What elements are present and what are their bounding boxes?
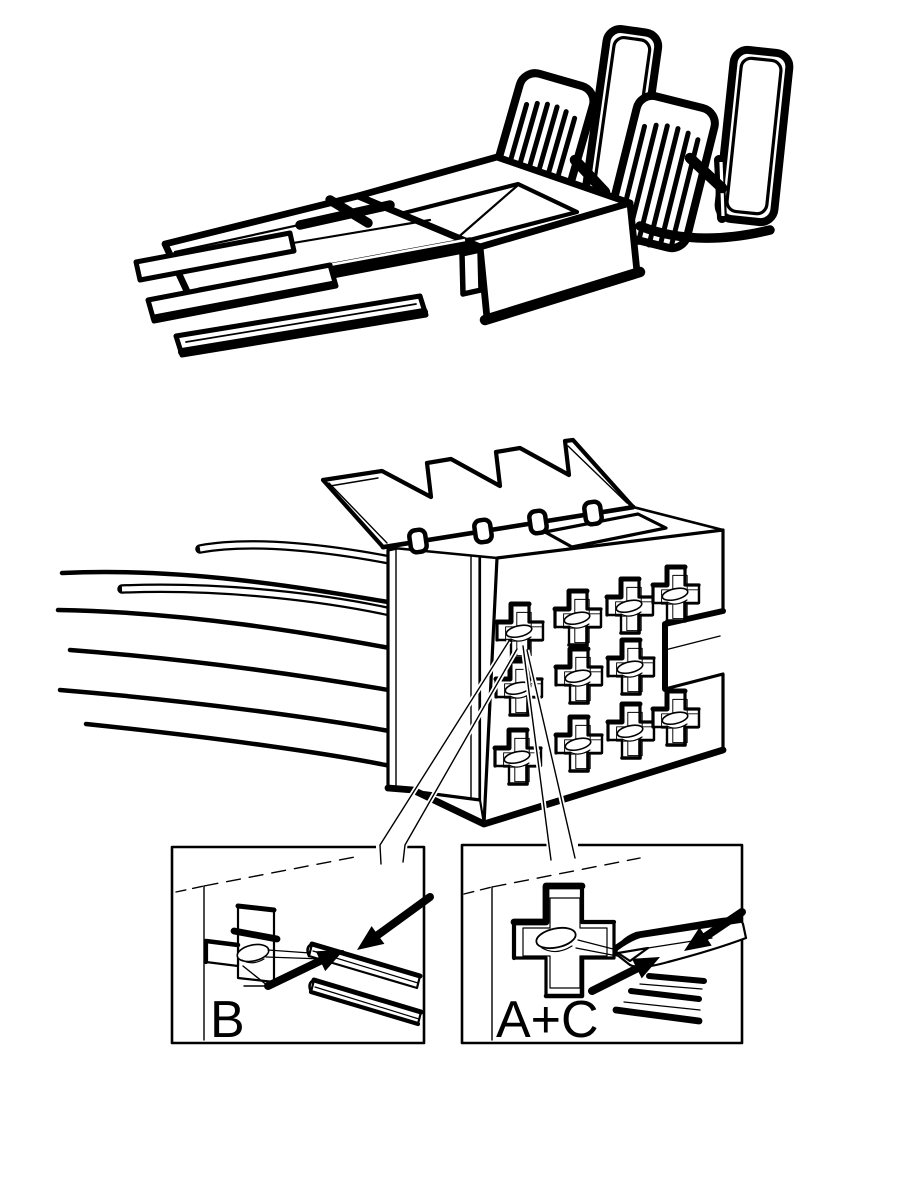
wires: [58, 545, 400, 768]
inset-b-label: B: [210, 991, 245, 1049]
connector-housing-figure: [58, 440, 723, 824]
terminal-lance-tab: [462, 250, 481, 294]
inset-ac: [462, 841, 746, 1049]
inset-ac-label: A+C: [496, 991, 599, 1049]
terminal-figure: [136, 27, 791, 355]
inset-b: [172, 843, 430, 1049]
crimp-wing-plain-right-icon: [717, 49, 790, 224]
